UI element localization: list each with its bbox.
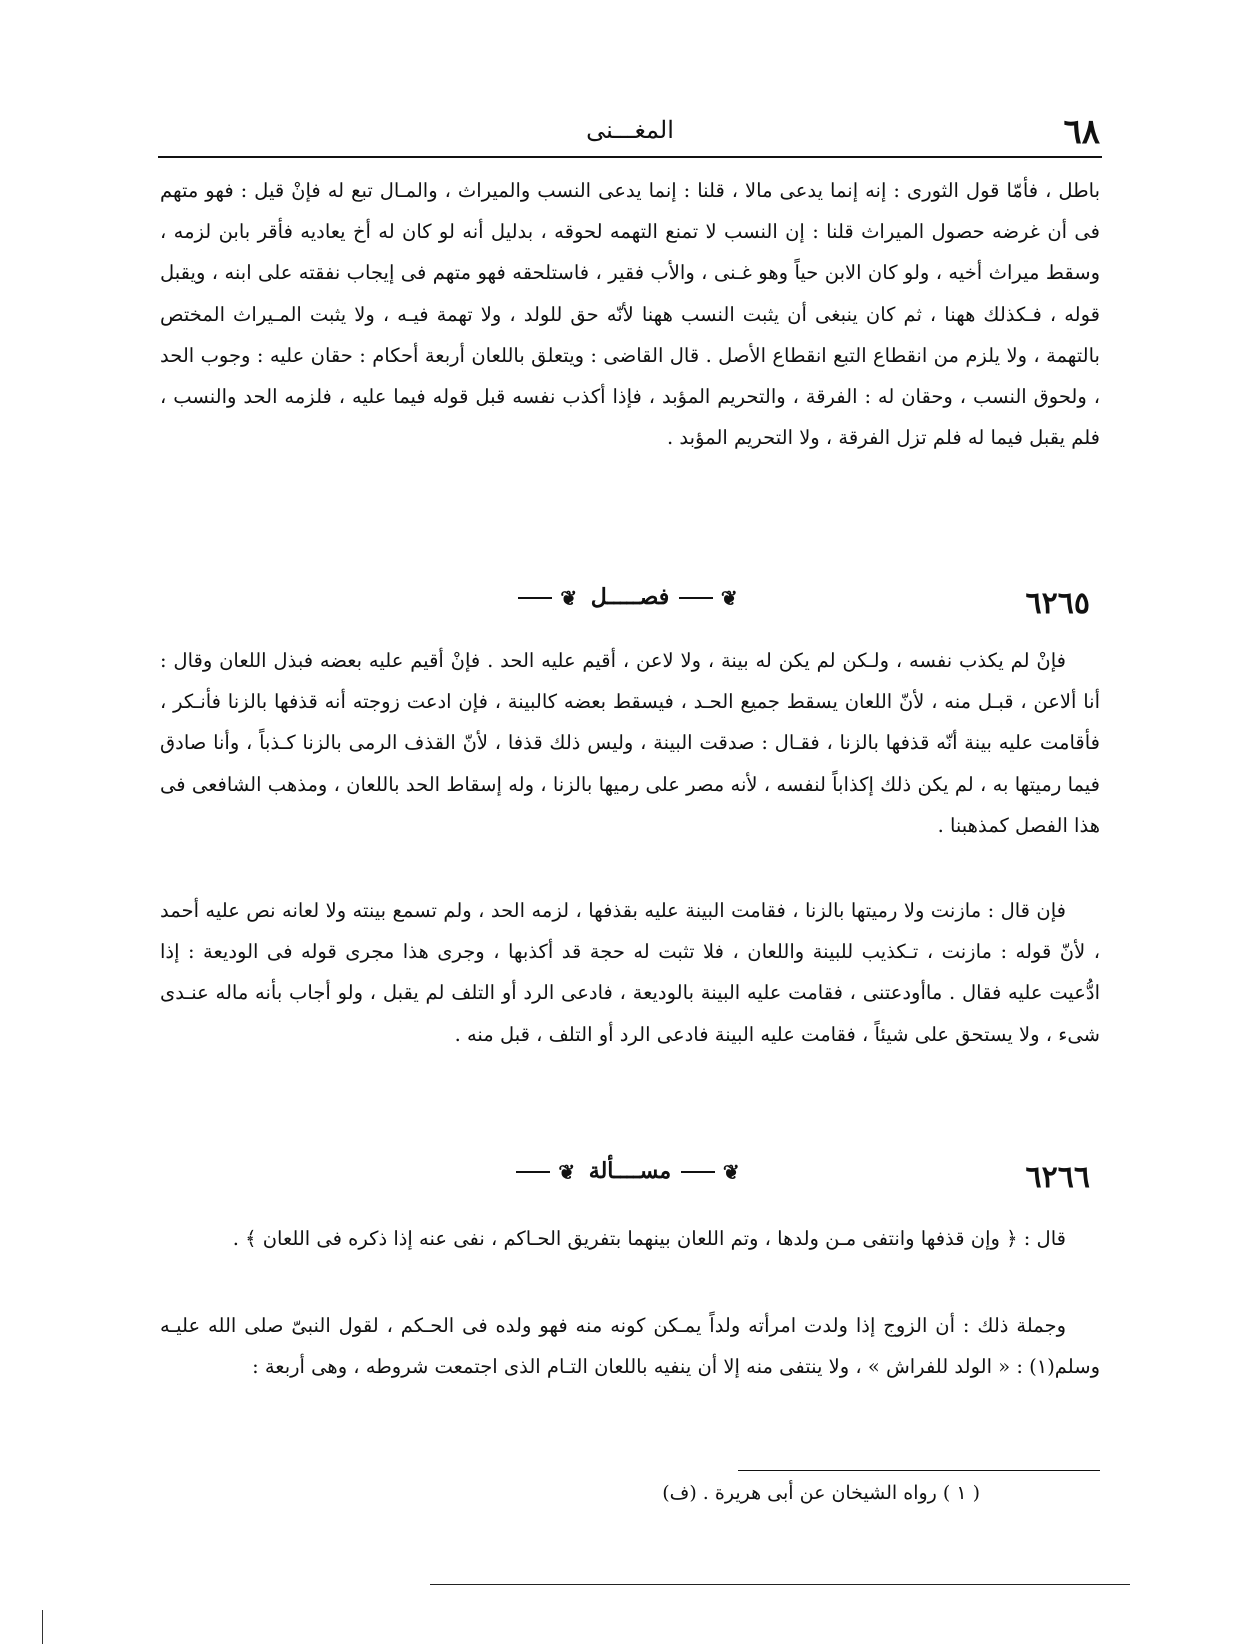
ornament-icon: ❦ (722, 1160, 740, 1184)
paragraph-5: وجملة ذلك : أن الزوج إذا ولدت امرأته ولداً يمـكن كونه منه فهو ولده فى الحـكم ، لقول النبىّ صلى الله عليـه وسلم(١) : « الولد للفراش » ، ولا ينتفى منه إلا أن ينفيه باللعان التـام الذى اجتمعت شروطه ، وهى أربعة : (160, 1314, 1100, 1379)
paragraph-2: فإنْ لم يكذب نفسه ، ولـكن لم يكن له بينة ، ولا لاعن ، أقيم عليه الحد . فإنْ أقيم عليه بعضه فبذل اللعان وقال : أنا ألاعن ، قبـل منه ، لأنّ اللعان يسقط جميع الحـد ، فيسقط بعضه كالبينة ، فإن ادعت زوجته أنه قذفها بالزنا فأنـكر ، فأقامت عليه بينة أنّه قذفها بالزنا ، فقـال : صدقت البينة ، وليس ذلك قذفا ، لأنّ القذف الرمى بالزنا كـذباً ، وأنا صادق فيما رميتها به ، لم يكن ذلك إكذاباً لنفسه ، لأنه مصر على رميها بالزنا ، وله إسقاط الحد باللعان ، ومذهب الشافعى فى هذا الفصل كمذهبنا . (160, 649, 1100, 837)
paragraph-4: قال : ﴿ وإن قذفها وانتفى مـن ولدها ، وتم اللعان بينهما بتفريق الحـاكم ، نفى عنه إذا ذكره فى اللعان ﴾ . (232, 1227, 1066, 1250)
ornament-dash (516, 1171, 550, 1173)
running-title: المغـــنى (586, 116, 674, 144)
bottom-rule (430, 1584, 1130, 1585)
header-rule (158, 156, 1102, 158)
scan-edge-mark (42, 1610, 43, 1644)
ornament-icon: ❦ (560, 586, 578, 610)
ornament-icon: ❦ (558, 1160, 576, 1184)
paragraph-1: باطل ، فأمّا قول الثورى : إنه إنما يدعى مالا ، قلنا : إنما يدعى النسب والميراث ، والمـال تبع له فإنْ قيل : فهو متهم فى أن غرضه حصول الميراث قلنا : إن النسب لا تمنع التهمه لحوقه ، بدليل أنه لو كان له أخ يعاديه فأقر بابن لزمه ، وسقط ميراث أخيه ، ولو كان الابن حياً وهو غـنى ، والأب فقير ، فاستلحقه فهو متهم فى إيجاب نفقته على ابنه ، ويقبل قوله ، فـكذلك ههنا ، ثم كان ينبغى أن يثبت النسب ههنا لأنّه حق للولد ، ولا تهمة فيـه ، ولا يثبت المـيراث المختص بالتهمة ، ولا يلزم من انقطاع التبع انقطاع الأصل . قال القاضى : ويتعلق باللعان أربعة أحكام : حقان عليه : وجوب الحد ، ولحوق النسب ، وحقان له : الفرقة ، والتحريم المؤبد ، فإذا أكذب نفسه قبل قوله فيما عليه ، فلزمه الحد والنسب ، فلم يقبل فيما له فلم تزل الفرقة ، ولا التحريم المؤبد . (160, 179, 1100, 450)
section-title: مســــألة (588, 1158, 672, 1184)
section-title-group (160, 584, 1100, 610)
footnote-rule (738, 1470, 1100, 1471)
ornament-icon: ❦ (720, 586, 738, 610)
paragraph-3: فإن قال : مازنت ولا رميتها بالزنا ، فقامت البينة عليه بقذفها ، لزمه الحد ، ولم تسمع بينته ولا لعانه نص عليه أحمد ، لأنّ قوله : مازنت ، تـكذيب للبينة واللعان ، فلا تثبت له حجة قد أكذبها ، وجرى هذا مجرى قوله فى الوديعة : إذا ادُّعيت عليه فقال . ماأودعتنى ، فقامت عليه البينة بالوديعة ، فادعى الرد أو التلف لم يقبل ، ولو أجاب بأنه ماله عنـدى شىء ، ولا يستحق على شيئاً ، فقامت عليه البينة فادعى الرد أو التلف ، قبل منه . (160, 899, 1100, 1046)
section-title: فصـــــل (590, 584, 670, 610)
ornament-dash (681, 1171, 715, 1173)
ornament-dash (518, 597, 552, 599)
section-title-group (160, 1158, 1100, 1184)
section-number: ٦٢٦٦ (1025, 1160, 1090, 1195)
footnote: ( ١ ) رواه الشيخان عن أبى هريرة . (ف) (662, 1482, 980, 1504)
section-number: ٦٢٦٥ (1025, 586, 1090, 621)
page-header (160, 112, 1100, 156)
page-number: ٦٨ (1063, 112, 1100, 152)
section-heading-masala (160, 1156, 1100, 1200)
ornament-dash (679, 597, 713, 599)
section-heading-fasl (160, 582, 1100, 626)
